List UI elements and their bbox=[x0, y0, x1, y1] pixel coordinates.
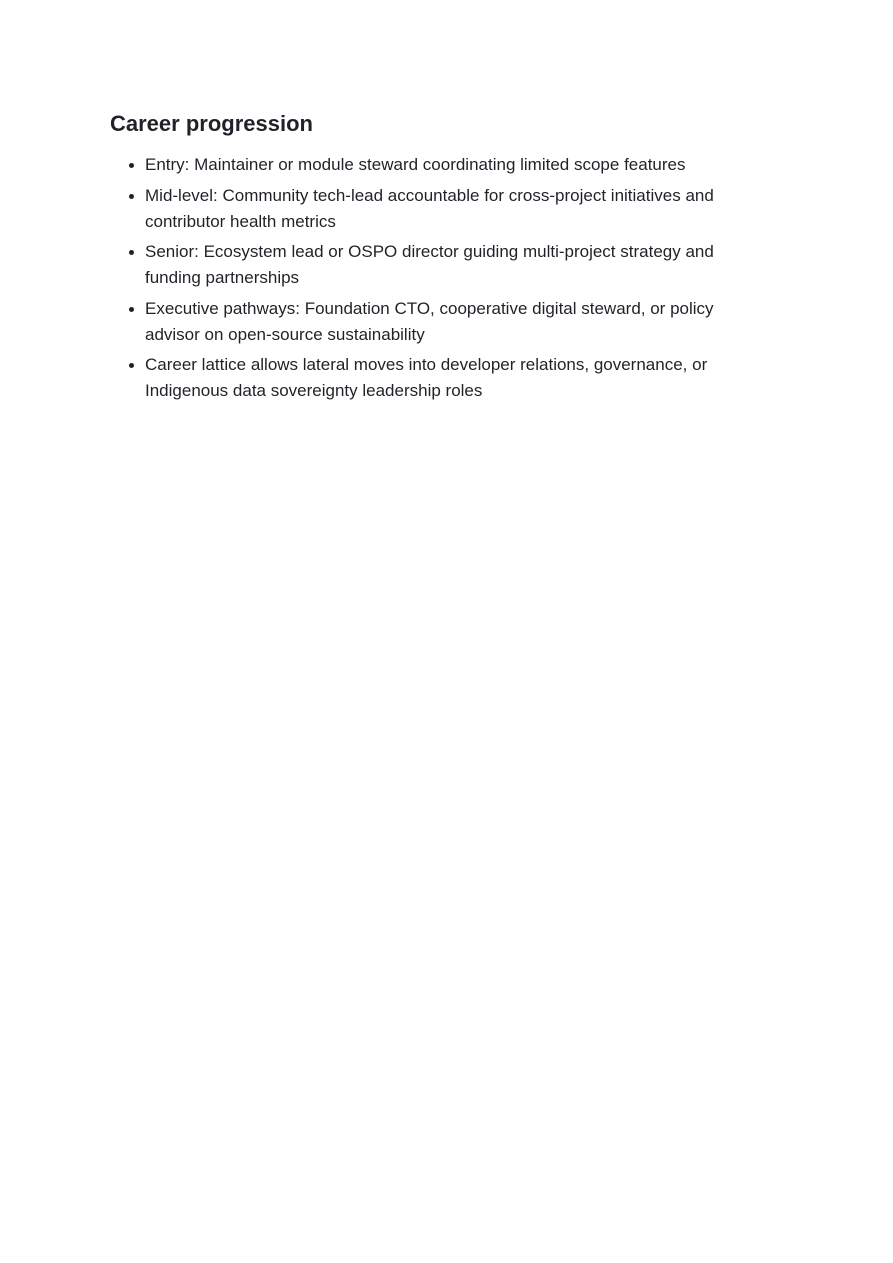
list-item bbox=[145, 152, 743, 178]
list-item-text: Mid-level: Community tech-lead accountable for cross-project initiatives and contributor health metrics bbox=[145, 185, 714, 231]
list-item-text: Entry: Maintainer or module steward coordinating limited scope features bbox=[145, 155, 686, 174]
list-item bbox=[145, 296, 743, 348]
list-item-text: Executive pathways: Foundation CTO, cooperative digital steward, or policy advisor on open-source sustainability bbox=[145, 298, 714, 344]
list-item bbox=[145, 239, 743, 291]
list-item bbox=[145, 183, 743, 235]
bullet-icon bbox=[129, 163, 134, 168]
bullet-icon bbox=[129, 363, 134, 368]
section-heading: Career progression bbox=[110, 111, 313, 136]
list-item-text: Career lattice allows lateral moves into developer relations, governance, or Indigenous data sovereignty leadership roles bbox=[145, 355, 708, 400]
bullet-icon bbox=[129, 250, 134, 255]
list-item-text: Senior: Ecosystem lead or OSPO director guiding multi-project strategy and funding partnerships bbox=[145, 242, 714, 287]
career-list bbox=[110, 152, 743, 404]
bullet-icon bbox=[129, 307, 134, 312]
bullet-icon bbox=[129, 194, 134, 199]
list-item bbox=[145, 352, 743, 404]
